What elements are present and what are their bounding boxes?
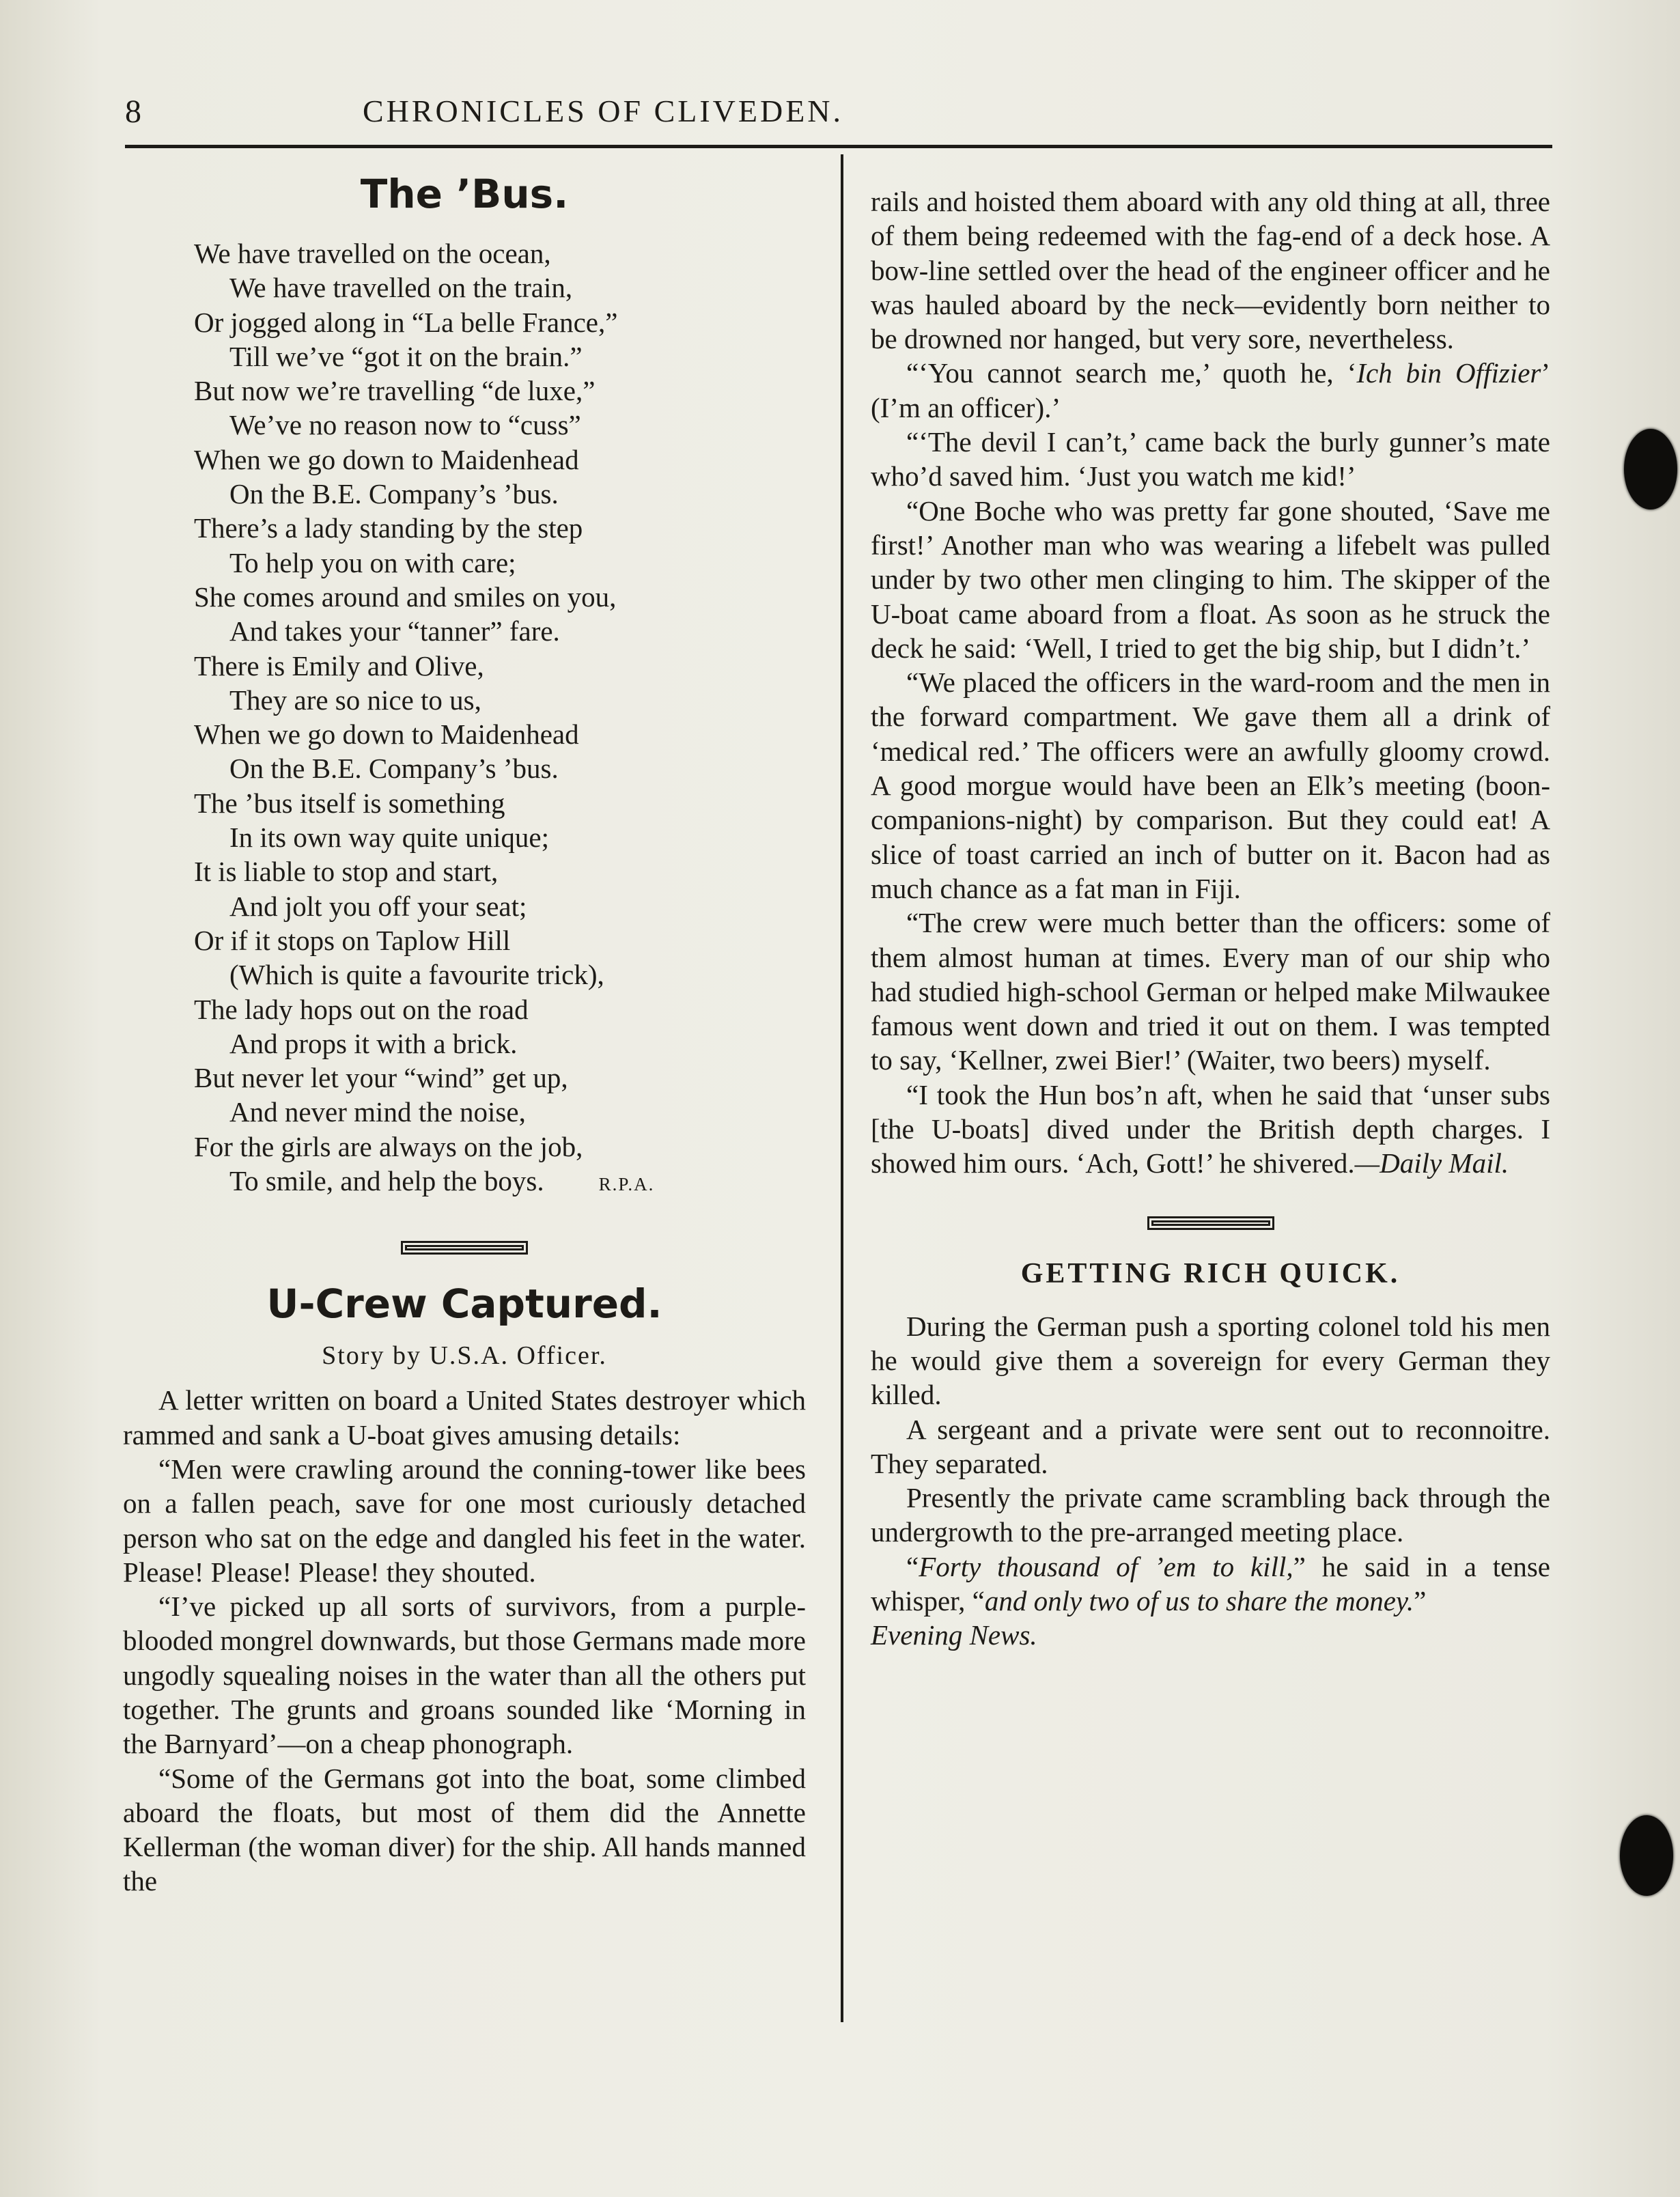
poem-line: There’s a lady standing by the step [194,512,583,544]
right-column [871,184,1550,1653]
story-paragraph: “Men were crawling around the conning-tower like bees on a fallen peach, save for one most curiously detached person who sat on the edge and dangled his feet in the water. Please! Please! Please! they shouted. [123,1453,806,1588]
poem-line: It is liable to stop and start, [194,856,499,888]
quote-suffix: ’ (I’m an officer).’ [871,357,1550,423]
anecdote-source: Evening News. [871,1619,1037,1651]
anecdote-paragraph: Presently the private came scrambling back through the undergrowth to the pre-arranged meeting place. [871,1482,1550,1548]
poem-line: We have travelled on the ocean, [194,238,551,269]
poem-line: We’ve no reason now to “cuss” [229,409,581,441]
poem-line: Till we’ve “got it on the brain.” [229,340,583,372]
column-divider [841,154,843,2022]
story-continuation: rails and hoisted them aboard with any old thing at all, three of them being redeemed with the fag-end of a deck hose. A bow-line settled over the head of the engineer officer and he was hauled aboard by the neck—evidently born neither to be drowned nor hanged, but very sore, nevertheless. [871,186,1550,355]
story-last-text: “I took the Hun bos’n aft, when he said that ‘unser subs [the U-boats] dived under the British depth charges. I showed him ours. ‘Ach, Gott!’ he shivered. [871,1078,1550,1179]
poem-line: Or jogged along in “La belle France,” [194,306,618,338]
quote-italic-2: and only two of us to share the money. [984,1584,1414,1617]
quote-mid: ” he said in a tense whisper, “ [871,1550,1550,1617]
poem-line: To help you on with care; [229,546,516,578]
poem-line: The lady hops out on the road [194,993,529,1025]
poem-line: For the girls are always on the job, [194,1130,583,1162]
anecdote-paragraph: A sergeant and a private were sent out to reconnoitre. They separated. [871,1413,1550,1479]
binding-hole-bottom [1620,1815,1673,1896]
binding-hole-top [1624,429,1677,509]
poem-line: When we go down to Maidenhead [194,443,579,475]
anecdote-body [871,1309,1550,1653]
poem-line: In its own way quite unique; [229,822,550,854]
story-paragraph: “Some of the Germans got into the boat, some climbed aboard the floats, but most of them did the Annette Kellerman (the woman diver) for the ship. All hands manned the [123,1762,806,1897]
poem-line: (Which is quite a favourite trick), [229,959,604,991]
quote-close: ” [1414,1584,1427,1617]
poem-line-last [123,1164,806,1201]
poem-line: The ’bus itself is something [194,787,505,819]
poem [123,236,806,1201]
poem-line: And jolt you off your seat; [229,890,527,922]
quote-italic-1: Forty thousand of ’em to kill, [919,1550,1293,1582]
anecdote-quote [871,1550,1550,1619]
poem-signature: R.P.A. [598,1174,655,1195]
story-paragraph: “The crew were much better than the officers: some of them almost human at times. Every man of our ship who had studied high-school German or helped make Milwaukee famous went down and tried it out on them. I was tempted to say, ‘Kellner, zwei Bier!’ (Waiter, two beers) myself. [871,907,1550,1076]
story-body-left [123,1383,806,1898]
story-paragraph: “‘The devil I can’t,’ came back the burly gunner’s mate who’d saved him. ‘Just you watch me kid!’ [871,426,1550,492]
anecdote-paragraph: During the German push a sporting colonel told his men he would give them a sovereign for every German they killed. [871,1310,1550,1411]
story-body-right [871,184,1550,1181]
left-column [123,171,806,1899]
running-title: CHRONICLES OF CLIVEDEN. [362,94,844,128]
poem-line: But now we’re travelling “de luxe,” [194,375,596,407]
story-title: U-Crew Captured. [266,1281,662,1328]
quote-italic: Ich bin Offizier [1356,357,1541,389]
poem-line: And never mind the noise, [229,1096,526,1128]
story-paragraph: “One Boche who was pretty far gone shouted, ‘Save me first!’ Another man who was wearing a lifebelt was pulled under by two other men clinging to him. The skipper of the U-boat came aboard from a float. As soon as he struck the deck he said: ‘Well, I tried to get the big ship, but I didn’t.’ [871,494,1550,664]
poem-line: There is Emily and Olive, [194,649,484,682]
story-byline: Story by U.S.A. Officer. [322,1341,607,1371]
poem-line: Or if it stops on Taplow Hill [194,924,511,956]
story-paragraph [871,356,1550,425]
poem-line: They are so nice to us, [229,684,481,716]
poem-line: On the B.E. Company’s ’bus. [229,753,559,785]
poem-title: The ’Bus. [360,171,569,217]
story-paragraph: “We placed the officers in the ward-room and the men in the forward compartment. We gave them all a drink of ‘medical red.’ The officers were an awfully gloomy crowd. A good morgue would have been an Elk’s meeting (boon-companions-night) by comparison. But they could eat! A slice of toast carried an inch of butter on it. Bacon had as much chance as a fat man in Fiji. [871,667,1550,904]
story-paragraph: A letter written on board a United States destroyer which rammed and sank a U-boat gives amusing details: [123,1384,806,1451]
poem-line: On the B.E. Company’s ’bus. [229,478,559,510]
poem-last-line: To smile, and help the boys. [229,1165,544,1197]
poem-line: She comes around and smiles on you, [194,580,617,613]
section-ornament [401,1241,528,1255]
quote-open: “ [906,1550,919,1582]
story-paragraph-last [871,1078,1550,1181]
story-source: —Daily Mail. [1354,1147,1509,1179]
poem-line: We have travelled on the train, [229,272,573,304]
poem-line: And takes your “tanner” fare. [229,615,560,647]
poem-line: And props it with a brick. [229,1027,518,1059]
header-rule [125,145,1552,148]
anecdote-title: GETTING RICH QUICK. [1020,1257,1401,1289]
story-paragraph: “I’ve picked up all sorts of survivors, from a purple-blooded mongrel downwards, but those Germans made more ungodly squealing noises in the water than all the others put together. The grunts and groans sounded like ‘Morning in the Barnyard’—on a cheap phonograph. [123,1591,806,1760]
poem-line: But never let your “wind” get up, [194,1062,568,1094]
quote-prefix: “‘You cannot search me,’ quoth he, ‘ [906,357,1357,389]
page-number: 8 [125,94,141,130]
page-header [125,87,1552,142]
poem-line: When we go down to Maidenhead [194,718,579,751]
section-ornament [1147,1216,1274,1230]
